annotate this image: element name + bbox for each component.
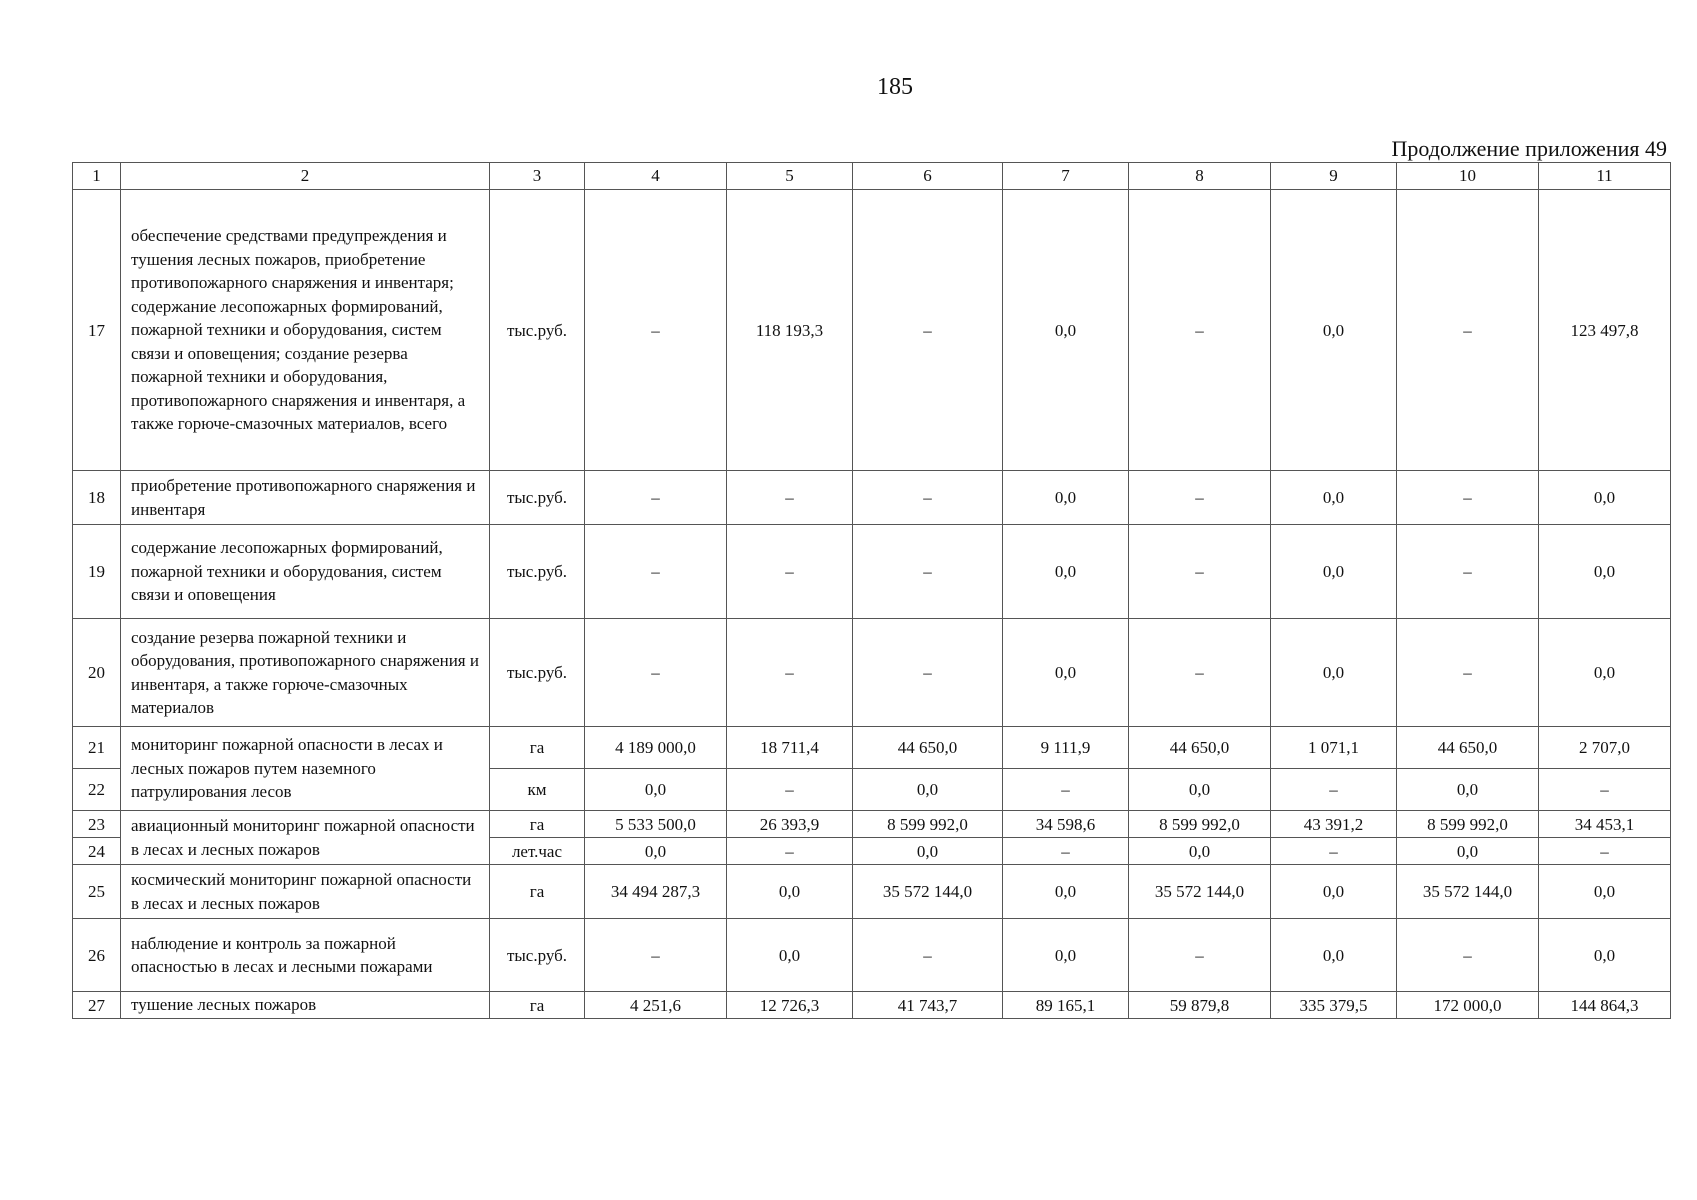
value-cell: 44 650,0 [1129, 727, 1271, 769]
column-number: 4 [585, 163, 727, 190]
value-cell: 26 393,9 [727, 811, 853, 838]
value-cell: 0,0 [1003, 919, 1129, 992]
value-cell: – [1539, 769, 1671, 811]
row-description: приобретение противопожарного снаряжения и инвентаря [121, 471, 490, 525]
value-cell: 35 572 144,0 [1129, 865, 1271, 919]
unit-cell: га [490, 811, 585, 838]
column-number-row [73, 163, 1671, 190]
value-cell: 5 533 500,0 [585, 811, 727, 838]
value-cell: – [1397, 619, 1539, 727]
value-cell: – [1003, 838, 1129, 865]
table-row [73, 865, 1671, 919]
value-cell: – [1539, 838, 1671, 865]
value-cell: 0,0 [1003, 525, 1129, 619]
value-cell: 0,0 [853, 769, 1003, 811]
value-cell: 12 726,3 [727, 992, 853, 1019]
value-cell: 9 111,9 [1003, 727, 1129, 769]
value-cell: – [853, 619, 1003, 727]
row-number: 23 [73, 811, 121, 838]
row-number: 25 [73, 865, 121, 919]
value-cell: 0,0 [1129, 838, 1271, 865]
unit-cell: га [490, 865, 585, 919]
column-number: 11 [1539, 163, 1671, 190]
value-cell: 0,0 [1271, 525, 1397, 619]
unit-cell: лет.час [490, 838, 585, 865]
value-cell: – [853, 919, 1003, 992]
data-table [72, 162, 1671, 1019]
value-cell: 43 391,2 [1271, 811, 1397, 838]
value-cell: 0,0 [585, 769, 727, 811]
value-cell: 0,0 [1003, 471, 1129, 525]
value-cell: 0,0 [1129, 769, 1271, 811]
value-cell: 0,0 [1271, 471, 1397, 525]
value-cell: – [1397, 919, 1539, 992]
table-row [73, 919, 1671, 992]
column-number: 6 [853, 163, 1003, 190]
row-description: авиационный мониторинг пожарной опасности в лесах и лесных пожаров [121, 811, 490, 865]
value-cell: 8 599 992,0 [1129, 811, 1271, 838]
value-cell: – [853, 190, 1003, 471]
row-number: 20 [73, 619, 121, 727]
column-number: 9 [1271, 163, 1397, 190]
row-number: 21 [73, 727, 121, 769]
value-cell: – [1003, 769, 1129, 811]
value-cell: 34 494 287,3 [585, 865, 727, 919]
value-cell: 8 599 992,0 [853, 811, 1003, 838]
unit-cell: тыс.руб. [490, 471, 585, 525]
value-cell: – [1271, 769, 1397, 811]
unit-cell: км [490, 769, 585, 811]
value-cell: – [853, 525, 1003, 619]
value-cell: 0,0 [585, 838, 727, 865]
value-cell: – [585, 919, 727, 992]
value-cell: 0,0 [1271, 919, 1397, 992]
value-cell: 0,0 [727, 919, 853, 992]
value-cell: 0,0 [1271, 619, 1397, 727]
row-description: содержание лесопожарных формирований, пожарной техники и оборудования, систем связи и оповещения [121, 525, 490, 619]
value-cell: – [1129, 919, 1271, 992]
value-cell: 35 572 144,0 [853, 865, 1003, 919]
row-description: наблюдение и контроль за пожарной опасностью в лесах и лесными пожарами [121, 919, 490, 992]
value-cell: 0,0 [1539, 471, 1671, 525]
table-row [73, 727, 1671, 769]
value-cell: 335 379,5 [1271, 992, 1397, 1019]
value-cell: 4 251,6 [585, 992, 727, 1019]
value-cell: 0,0 [1539, 619, 1671, 727]
table-row [73, 190, 1671, 471]
table-row [73, 619, 1671, 727]
value-cell: – [585, 190, 727, 471]
row-number: 17 [73, 190, 121, 471]
value-cell: 0,0 [1003, 619, 1129, 727]
value-cell: 44 650,0 [1397, 727, 1539, 769]
row-number: 26 [73, 919, 121, 992]
column-number: 10 [1397, 163, 1539, 190]
value-cell: – [1397, 471, 1539, 525]
value-cell: 35 572 144,0 [1397, 865, 1539, 919]
value-cell: 59 879,8 [1129, 992, 1271, 1019]
column-number: 2 [121, 163, 490, 190]
value-cell: 89 165,1 [1003, 992, 1129, 1019]
value-cell: 0,0 [1397, 838, 1539, 865]
value-cell: – [1129, 190, 1271, 471]
row-description: мониторинг пожарной опасности в лесах и лесных пожаров путем наземного патрулирования лесов [121, 727, 490, 811]
table-row [73, 525, 1671, 619]
table-row [73, 811, 1671, 838]
value-cell: 1 071,1 [1271, 727, 1397, 769]
row-description: космический мониторинг пожарной опасности в лесах и лесных пожаров [121, 865, 490, 919]
row-description: тушение лесных пожаров [121, 992, 490, 1019]
value-cell: 0,0 [1271, 190, 1397, 471]
value-cell: 0,0 [1539, 525, 1671, 619]
value-cell: – [1129, 471, 1271, 525]
value-cell: – [727, 769, 853, 811]
value-cell: 8 599 992,0 [1397, 811, 1539, 838]
value-cell: 0,0 [1003, 190, 1129, 471]
value-cell: 0,0 [727, 865, 853, 919]
unit-cell: га [490, 992, 585, 1019]
value-cell: – [585, 471, 727, 525]
unit-cell: га [490, 727, 585, 769]
unit-cell: тыс.руб. [490, 619, 585, 727]
value-cell: – [585, 619, 727, 727]
column-number: 3 [490, 163, 585, 190]
unit-cell: тыс.руб. [490, 525, 585, 619]
table-row [73, 471, 1671, 525]
value-cell: – [727, 619, 853, 727]
value-cell: 0,0 [1271, 865, 1397, 919]
value-cell: 0,0 [1397, 769, 1539, 811]
value-cell: 41 743,7 [853, 992, 1003, 1019]
page-number: 185 [877, 74, 913, 100]
value-cell: – [727, 838, 853, 865]
value-cell: – [853, 471, 1003, 525]
table-body [73, 163, 1671, 1019]
row-description: обеспечение средствами предупреждения и тушения лесных пожаров, приобретение противопожарного снаряжения и инвентаря; содержание лесопожарных формирований, пожарной техники и оборудования, систем связи и оповещения; создание резерва пожарной техники и оборудования, противопожарного снаряжения и инвентаря, а также горюче-смазочных материалов, всего [121, 190, 490, 471]
value-cell: – [585, 525, 727, 619]
value-cell: 172 000,0 [1397, 992, 1539, 1019]
value-cell: 123 497,8 [1539, 190, 1671, 471]
column-number: 5 [727, 163, 853, 190]
value-cell: – [727, 471, 853, 525]
unit-cell: тыс.руб. [490, 919, 585, 992]
table-row [73, 992, 1671, 1019]
column-number: 1 [73, 163, 121, 190]
column-number: 8 [1129, 163, 1271, 190]
value-cell: 0,0 [1003, 865, 1129, 919]
value-cell: 44 650,0 [853, 727, 1003, 769]
row-number: 19 [73, 525, 121, 619]
unit-cell: тыс.руб. [490, 190, 585, 471]
row-number: 24 [73, 838, 121, 865]
value-cell: 0,0 [853, 838, 1003, 865]
value-cell: – [1271, 838, 1397, 865]
row-number: 18 [73, 471, 121, 525]
value-cell: 34 453,1 [1539, 811, 1671, 838]
appendix-continuation-label: Продолжение приложения 49 [1391, 136, 1667, 161]
value-cell: 0,0 [1539, 919, 1671, 992]
value-cell: 4 189 000,0 [585, 727, 727, 769]
value-cell: 0,0 [1539, 865, 1671, 919]
value-cell: 2 707,0 [1539, 727, 1671, 769]
column-number: 7 [1003, 163, 1129, 190]
value-cell: – [1129, 525, 1271, 619]
value-cell: – [1397, 190, 1539, 471]
value-cell: 34 598,6 [1003, 811, 1129, 838]
row-number: 27 [73, 992, 121, 1019]
value-cell: – [1397, 525, 1539, 619]
value-cell: – [727, 525, 853, 619]
value-cell: – [1129, 619, 1271, 727]
row-number: 22 [73, 769, 121, 811]
value-cell: 18 711,4 [727, 727, 853, 769]
value-cell: 144 864,3 [1539, 992, 1671, 1019]
value-cell: 118 193,3 [727, 190, 853, 471]
row-description: создание резерва пожарной техники и оборудования, противопожарного снаряжения и инвентаря, а также горюче-смазочных материалов [121, 619, 490, 727]
